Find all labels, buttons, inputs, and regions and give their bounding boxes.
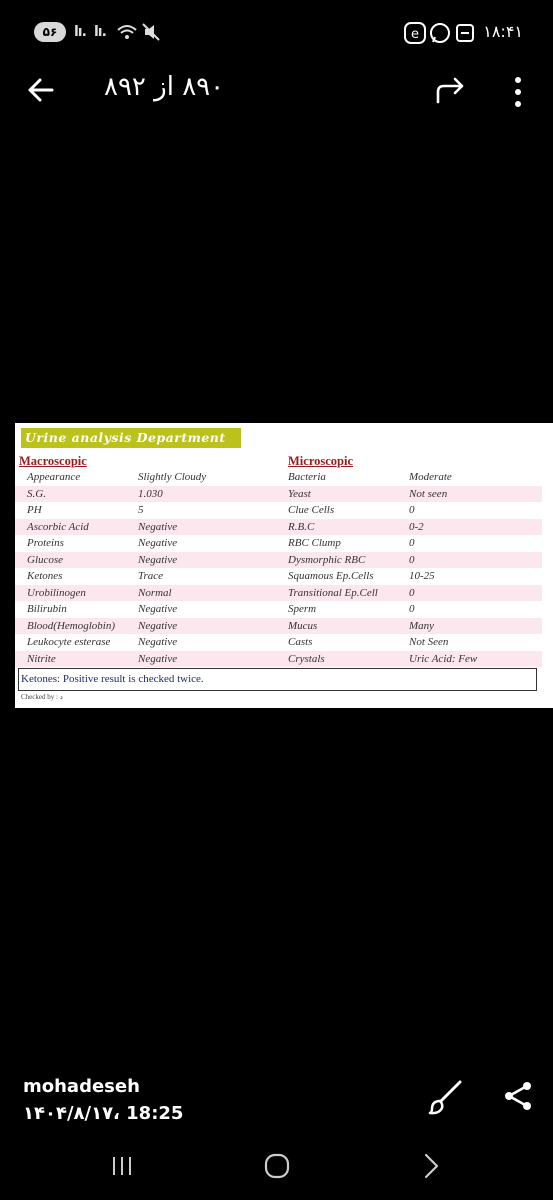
micro-label: R.B.C: [288, 520, 315, 533]
macro-label: Urobilinogen: [27, 586, 86, 599]
table-row: [15, 585, 542, 602]
report-note: Ketones: Positive result is checked twice.: [18, 668, 537, 691]
macro-label: Ketones: [27, 570, 63, 582]
macro-label: Leukocyte esterase: [27, 636, 111, 648]
page-title: ۸۹۰ از ۸۹۲: [104, 72, 225, 102]
micro-value: 0: [409, 603, 415, 615]
micro-label: Yeast: [288, 487, 311, 500]
table-row: [15, 502, 542, 519]
macro-value: 1.030: [138, 487, 163, 500]
micro-value: 0: [409, 586, 415, 599]
username: mohadeseh: [23, 1076, 140, 1097]
macro-label: Blood(Hemoglobin): [27, 619, 115, 632]
table-row: [15, 486, 542, 503]
micro-value: 10-25: [409, 570, 435, 582]
mute-icon: [142, 22, 160, 42]
micro-label: Crystals: [288, 652, 325, 665]
micro-value: Not seen: [409, 487, 448, 500]
status-bar: [0, 18, 553, 46]
gallery-icon: [455, 22, 475, 44]
macro-value: Trace: [138, 570, 164, 582]
macro-value: 5: [138, 504, 144, 516]
more-vert-icon[interactable]: [508, 74, 528, 110]
lab-report-image: [15, 423, 553, 708]
status-time: ۱۸:۴۱: [483, 22, 523, 41]
table-row: [15, 469, 542, 486]
macro-label: Bilirubin: [27, 603, 67, 615]
micro-value: 0: [409, 553, 415, 566]
table-row: [15, 568, 542, 585]
micro-value: 0: [409, 537, 415, 549]
recent-apps-icon[interactable]: [102, 1148, 142, 1184]
report-title: Urine analysis Department: [21, 428, 241, 448]
table-row: [15, 535, 542, 552]
micro-value: 0: [409, 504, 415, 516]
whatsapp-icon: [429, 22, 451, 44]
e-app-icon: [404, 22, 426, 44]
table-row: [15, 618, 542, 635]
macro-label: Appearance: [27, 471, 81, 483]
macro-value: Normal: [138, 586, 172, 599]
svg-text:e: e: [411, 27, 419, 42]
macro-value: Negative: [138, 652, 178, 665]
macro-label: Nitrite: [27, 652, 56, 665]
macro-label: Glucose: [27, 553, 64, 566]
macroscopic-heading: Macroscopic: [19, 454, 87, 468]
notification-badge: ۵۶: [34, 22, 66, 42]
micro-label: RBC Clump: [288, 537, 341, 549]
micro-label: Dysmorphic RBC: [288, 553, 366, 566]
table-row: [15, 519, 542, 536]
macro-value: Negative: [138, 619, 178, 632]
checked-by: Checked by : د: [21, 693, 63, 701]
micro-label: Squamous Ep.Cells: [288, 570, 374, 582]
table-row: [15, 552, 542, 569]
macro-value: Negative: [138, 636, 178, 648]
macro-value: Negative: [138, 537, 178, 549]
arrow-left-icon[interactable]: [22, 70, 62, 110]
micro-label: Sperm: [288, 603, 317, 615]
micro-label: Clue Cells: [288, 504, 335, 516]
micro-value: Not Seen: [409, 636, 449, 648]
table-row: [15, 651, 542, 668]
share-icon[interactable]: [502, 1080, 534, 1112]
macro-value: Negative: [138, 520, 178, 533]
micro-label: Mucus: [288, 619, 318, 632]
signal-icon: lı.: [74, 24, 86, 40]
micro-value: Moderate: [409, 471, 452, 483]
microscopic-heading: Microscopic: [288, 454, 354, 468]
home-icon[interactable]: [257, 1148, 297, 1184]
micro-label: Casts: [288, 636, 313, 648]
micro-value: 0-2: [409, 520, 424, 533]
micro-label: Transitional Ep.Cell: [288, 586, 378, 599]
macro-label: S.G.: [27, 487, 46, 500]
micro-value: Many: [409, 619, 435, 632]
macro-label: Ascorbic Acid: [27, 520, 89, 533]
macro-value: Negative: [138, 603, 178, 615]
macro-value: Negative: [138, 553, 178, 566]
macro-value: Slightly Cloudy: [138, 471, 207, 483]
macro-label: PH: [27, 504, 42, 516]
table-row: [15, 601, 542, 618]
macro-label: Proteins: [27, 537, 64, 549]
datetime: ۱۴۰۴/۸/۱۷، 18:25: [23, 1103, 184, 1124]
forward-icon[interactable]: [432, 76, 468, 106]
table-row: [15, 634, 542, 651]
chevron-right-icon[interactable]: [412, 1148, 452, 1184]
wifi-icon: [116, 22, 138, 42]
micro-label: Bacteria: [288, 471, 326, 483]
brush-icon[interactable]: [427, 1079, 463, 1115]
micro-value: Uric Acid: Few: [409, 652, 478, 665]
signal-icon-2: lı.: [94, 24, 106, 40]
